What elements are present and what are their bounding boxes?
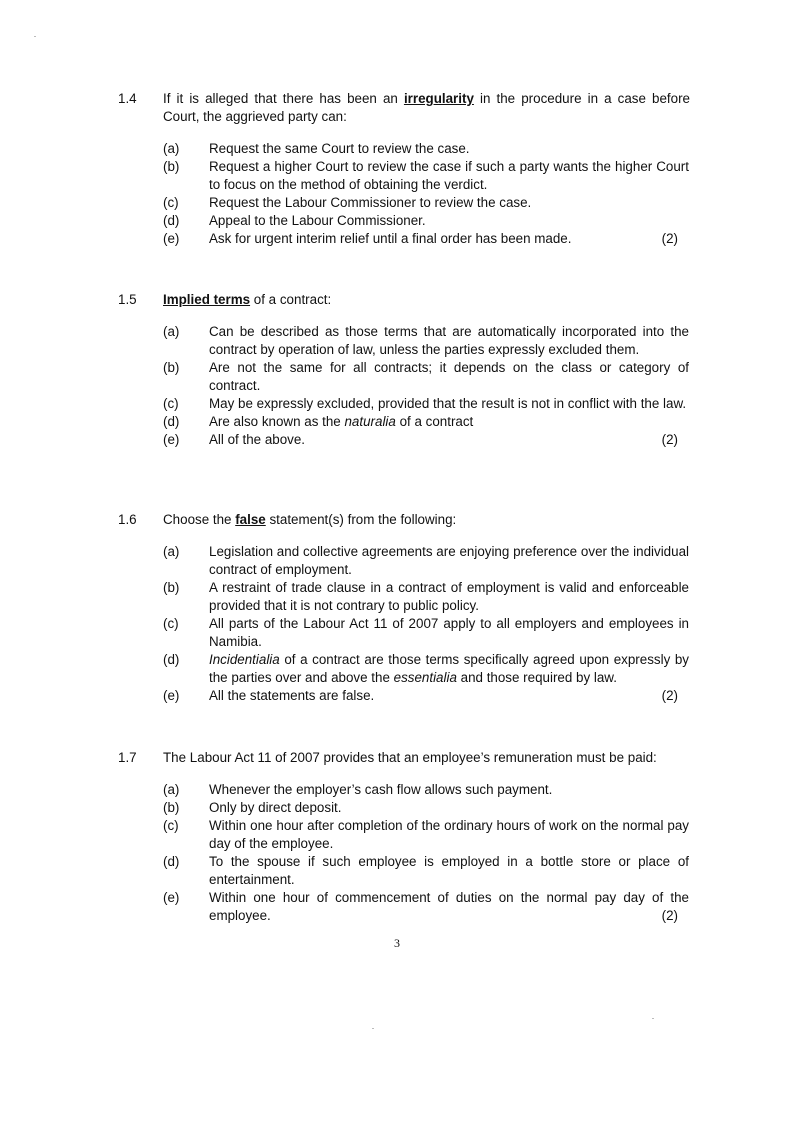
option-label: (b)	[163, 800, 180, 815]
emphasis-term: Implied terms	[163, 292, 251, 307]
option-c: (c) May be expressly excluded, provided that the result is not in conflict with the law.	[163, 396, 687, 411]
option-label: (b)	[163, 159, 180, 174]
option-label: (b)	[163, 360, 180, 375]
option-label: (a)	[163, 324, 180, 339]
marks: (2)	[661, 231, 678, 246]
question-number: 1.7	[118, 750, 137, 765]
option-label: (e)	[163, 432, 180, 447]
option-b: (b) Request a higher Court to review the case if such a party wants the higher Court to focus on the method of obtaining the verdict.	[163, 159, 689, 192]
option-label: (e)	[163, 890, 180, 905]
option-list	[118, 543, 698, 705]
question-stem: Choose the false statement(s) from the following:	[163, 512, 457, 527]
scan-speck	[34, 36, 36, 37]
option-label: (c)	[163, 616, 179, 631]
option-c: (c) Within one hour after completion of the ordinary hours of work on the normal pay day of the employee.	[163, 818, 689, 851]
option-b: (b) Only by direct deposit.	[163, 800, 342, 815]
option-label: (b)	[163, 580, 180, 595]
option-c: (c) All parts of the Labour Act 11 of 2007 apply to all employers and employees in Namibia.	[163, 616, 689, 649]
option-b: (b) Are not the same for all contracts; it depends on the class or category of contract.	[163, 360, 689, 393]
marks: (2)	[661, 908, 678, 923]
option-b: (b) A restraint of trade clause in a contract of employment is valid and enforceable provided that it is not contrary to public policy.	[163, 580, 689, 613]
option-label: (c)	[163, 396, 179, 411]
marks: (2)	[661, 688, 678, 703]
option-a: (a) Request the same Court to review the case.	[163, 141, 470, 156]
option-label: (c)	[163, 195, 179, 210]
page-number: 3	[394, 936, 400, 950]
option-label: (d)	[163, 213, 180, 228]
option-d: (d) Appeal to the Labour Commissioner.	[163, 213, 426, 228]
question-1-7	[118, 749, 698, 925]
emphasis-term: irregularity	[403, 91, 474, 106]
marks: (2)	[661, 432, 678, 447]
option-list	[118, 140, 698, 248]
question-stem: Implied terms of a contract:	[163, 292, 332, 307]
option-d: (d) Are also known as the naturalia of a contract	[163, 414, 474, 429]
option-label: (e)	[163, 688, 180, 703]
option-list	[118, 781, 698, 925]
option-d: (d) Incidentialia of a contract are those terms specifically agreed upon expressly by the parties over and above the essentialia and those required by law.	[163, 652, 689, 685]
question-stem: If it is alleged that there has been an irregularity in the procedure in a case before Court, the aggrieved party can:	[163, 91, 690, 124]
option-label: (a)	[163, 544, 180, 559]
emphasis-term: false	[235, 512, 266, 527]
option-e: (e) Ask for urgent interim relief until a final order has been made.	[163, 231, 572, 246]
scan-speck	[652, 1018, 654, 1019]
option-label: (a)	[163, 141, 180, 156]
option-a: (a) Can be described as those terms that are automatically incorporated into the contract by operation of law, unless the parties expressly excluded them.	[163, 324, 689, 357]
option-label: (d)	[163, 854, 180, 869]
question-number: 1.4	[118, 91, 137, 106]
question-stem: The Labour Act 11 of 2007 provides that an employee’s remuneration must be paid:	[163, 750, 657, 765]
question-number: 1.6	[118, 512, 137, 527]
option-c: (c) Request the Labour Commissioner to review the case.	[163, 195, 532, 210]
question-1-6	[118, 511, 698, 705]
option-e: (e) All the statements are false.	[163, 688, 375, 703]
question-1-4	[118, 90, 698, 248]
option-a: (a) Legislation and collective agreements are enjoying preference over the individual contract of employment.	[163, 544, 689, 577]
option-label: (d)	[163, 652, 180, 667]
option-label: (e)	[163, 231, 180, 246]
option-label: (a)	[163, 782, 180, 797]
option-label: (c)	[163, 818, 179, 833]
question-1-5	[118, 291, 698, 449]
option-a: (a) Whenever the employer’s cash flow allows such payment.	[163, 782, 553, 797]
option-e: (e) All of the above.	[163, 432, 306, 447]
option-d: (d) To the spouse if such employee is employed in a bottle store or place of entertainment.	[163, 854, 689, 887]
option-label: (d)	[163, 414, 180, 429]
scan-speck	[372, 1028, 374, 1029]
option-e: (e) Within one hour of commencement of duties on the normal pay day of the employee.	[163, 890, 689, 923]
option-list	[118, 323, 698, 449]
question-number: 1.5	[118, 292, 137, 307]
